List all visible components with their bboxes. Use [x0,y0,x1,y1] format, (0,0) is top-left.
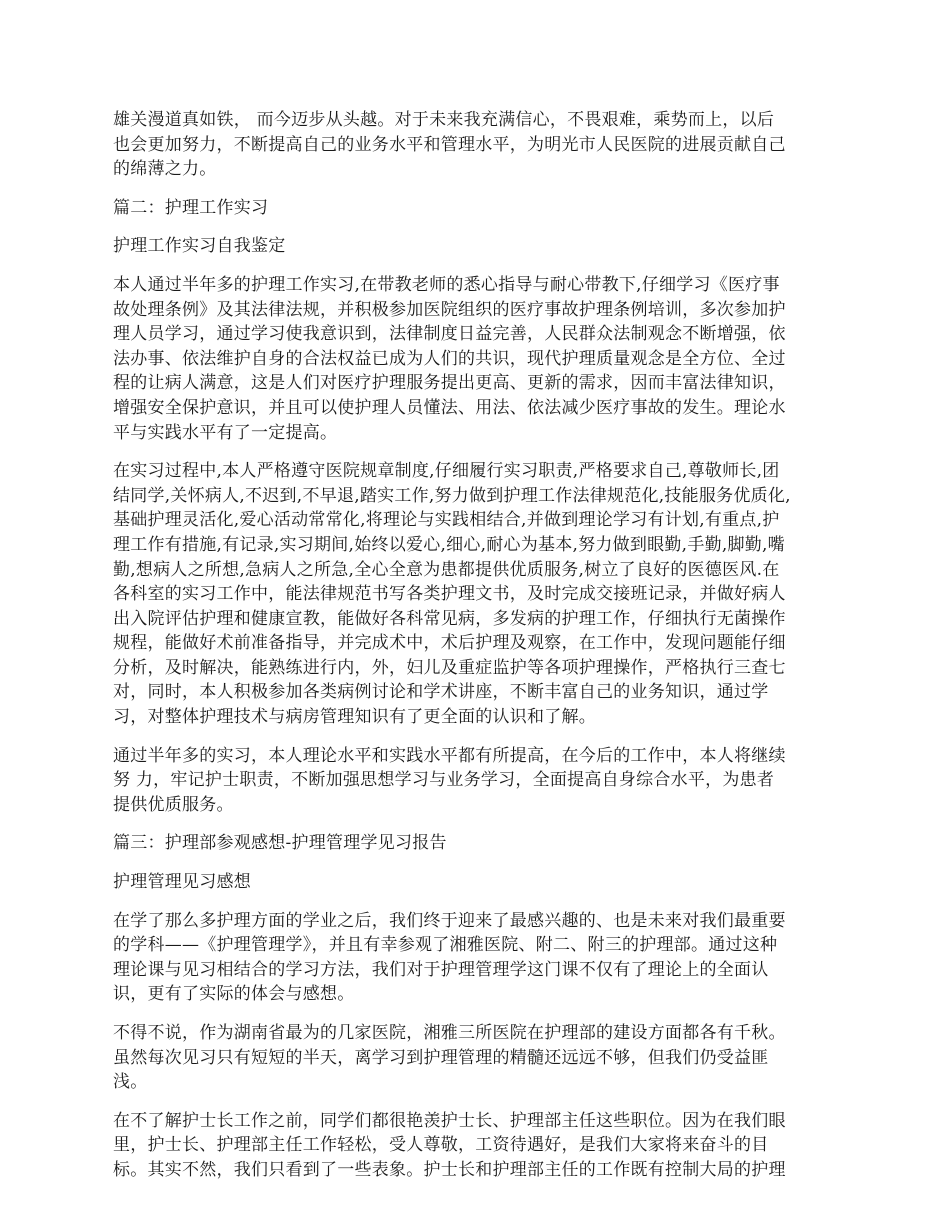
section3-subheading: 护理管理见习感想 [113,872,251,893]
section3-paragraph-1: 在学了那么多护理方面的学业之后，我们终于迎来了最感兴趣的、也是未来对我们最重要 的学科——《护理管理学》，并且有幸参观了湘雅医院、附二、附三的护理部。通过这种 理论课与见习相结合的学习方法，我们对于护理管理学这门课不仅有了理论上的全面认 识，更有了实际的体会与感想。 [113,910,786,1005]
section2-subheading: 护理工作实习自我鉴定 [113,236,286,257]
section3-heading: 篇三：护理部参观感想-护理管理学见习报告 [113,833,447,854]
section3-paragraph-3: 在不了解护士长工作之前，同学们都很艳羡护士长、护理部主任这些职位。因为在我们眼 里，护士长、护理部主任工作轻松，受人尊敬，工资待遇好，是我们大家将来奋斗的目 标。其实不然，我们只看到了一些表象。护士长和护理部主任的工作既有控制大局的护理 [113,1110,786,1180]
section2-heading: 篇二：护理工作实习 [113,197,269,218]
intro-paragraph: 雄关漫道真如铁， 而今迈步从头越。对于未来我充满信心，不畏艰难，乘势而上，以后 也会更加努力，不断提高自己的业务水平和管理水平，为明光市人民医院的进展贡献自己 的绵薄之力。 [113,110,786,180]
document-page [113,108,840,1197]
section2-paragraph-2: 在实习过程中,本人严格遵守医院规章制度,仔细履行实习职责,严格要求自己,尊敬师长,团 结同学,关怀病人,不迟到,不早退,踏实工作,努力做到护理工作法律规范化,技能服务优质化, 基础护理灵活化,爱心活动常常化,将理论与实践相结合,并做到理论学习有计划,有重点,护 理工作有措施,有记录,实习期间,始终以爱心,细心,耐心为基本,努力做到眼勤,手勤,脚勤,嘴 勤,想病人之所想,急病人之所急,全心全意为患都提供优质服务,树立了良好的医德医风.在 各科室的实习工作中，能法律规范书写各类护理文书，及时完成交接班记录，并做好病人 出入院评估护理和健康宣教，能做好各科常见病，多发病的护理工作，仔细执行无菌操作 规程，能做好术前准备指导，并完成术中，术后护理及观察，在工作中，发现问题能仔细 分析，及时解决，能熟练进行内，外，妇儿及重症监护等各项护理操作，严格执行三查七 对，同时，本人积极参加各类病例讨论和学术讲座，不断丰富自己的业务知识，通过学 习，对整体护理技术与病房管理知识有了更全面的认识和了解。 [113,461,791,728]
section3-paragraph-2: 不得不说，作为湖南省最为的几家医院，湘雅三所医院在护理部的建设方面都各有千秋。 虽然每次见习只有短短的半天，离学习到护理管理的精髓还远远不够，但我们仍受益匪 浅。 [113,1023,786,1093]
section2-paragraph-1: 本人通过半年多的护理工作实习,在带教老师的悉心指导与耐心带教下,仔细学习《医疗事 故处理条例》及其法律法规，并积极参加医院组织的医疗事故护理条例培训，多次参加护 理人员学习，通过学习使我意识到，法律制度日益完善，人民群众法制观念不断增强，依 法办事、依法维护自身的合法权益已成为人们的共识，现代护理质量观念是全方位、全过 程的让病人满意，这是人们对医疗护理服务提出更高、更新的需求，因而丰富法律知识， 增强安全保护意识，并且可以使护理人员懂法、用法、依法减少医疗事故的发生。理论水 平与实践水平有了一定提高。 [113,274,786,443]
section2-paragraph-3: 通过半年多的实习，本人理论水平和实践水平都有所提高，在今后的工作中，本人将继续 努 力，牢记护士职责，不断加强思想学习与业务学习，全面提高自身综合水平，为患者 提供优质服务。 [113,745,786,815]
